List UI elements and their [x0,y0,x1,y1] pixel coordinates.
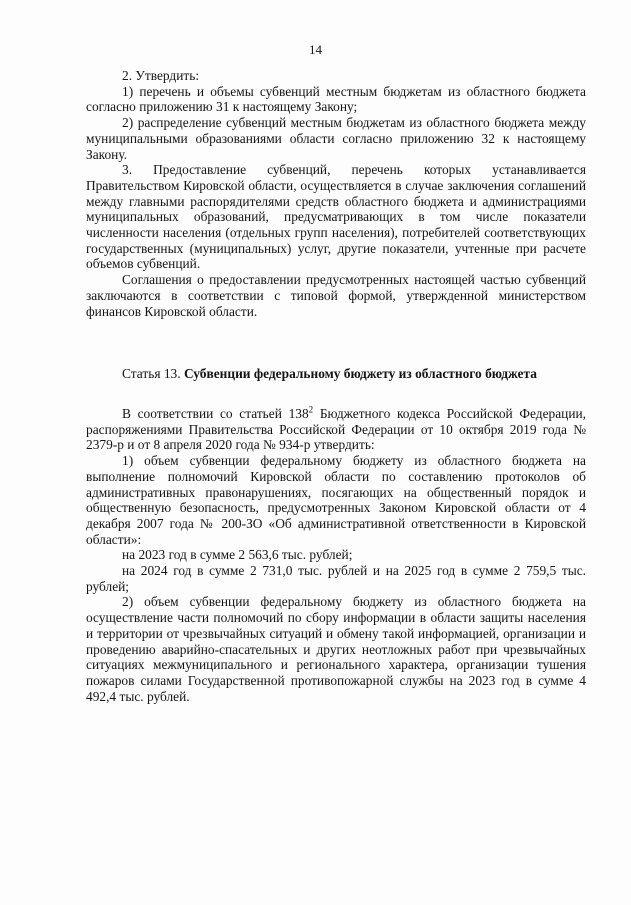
section-approve [86,68,586,319]
paragraph-approve-item-1: 1) перечень и объемы субвенций местным бюджетам из областного бюджета согласно приложению 31 к настоящему Закону; [86,83,586,115]
paragraph-provision-3: 3. Предоставление субвенций, перечень которых устанавливается Правительством Кировской области, осуществляется в случае заключения соглашений между главными распорядителями средств областного бюджета и администрациями муниципальных образований, предусматривающих в том числе показатели численности населения (отдельных групп населения), потребителей соответствующих государственных (муниципальных) услуг, другие показатели, учтенные при расчете объемов субвенций. [86,162,586,272]
page-number: 14 [309,42,322,57]
article-title-text: Субвенции федеральному бюджету из областного бюджета [183,366,537,381]
intro-text-after: Бюджетного кодекса Российской Федерации, распоряжениями Правительства Российской Федерации от 10 октября 2019 года № 2379-р и от 8 апреля 2020 года № 934-р утвердить: [86,406,586,453]
paragraph-subvention-2: 2) объем субвенции федеральному бюджету из областного бюджета на осуществление части полномочий по сбору информации в области защиты населения и территории от чрезвычайных ситуаций и обмену такой информацией, организации и проведению аварийно-спасательных и других неотложных работ при чрезвычайных ситуациях межмуниципального и регионального характера, организации тушения пожаров силами Государственной противопожарной службы на 2023 год в сумме 4 492,4 тыс. рублей. [86,594,586,704]
paragraph-subvention-1: 1) объем субвенции федеральному бюджету из областного бюджета на выполнение полномочий Кировской области по составлению протоколов об административных правонарушениях, посягающих на общественный порядок и общественную безопасность, предусмотренных Законом Кировской области от 4 декабря 2007 года № 200-ЗО «Об административной ответственности в Кировской области»: [86,453,586,547]
paragraph-agreements: Соглашения о предоставлении предусмотренных настоящей частью субвенций заключаются в соответствии с типовой формой, утвержденной министерством финансов Кировской области. [86,272,586,319]
paragraph-amount-2023: на 2023 год в сумме 2 563,6 тыс. рублей; [122,547,353,563]
intro-superscript: 2 [308,404,314,415]
paragraph-amount-2024-2025: на 2024 год в сумме 2 731,0 тыс. рублей и на 2025 год в сумме 2 759,5 тыс. рублей; [86,563,586,594]
paragraph-approve-item-2: 2) распределение субвенций местным бюджетам из областного бюджета между муниципальными образованиями области согласно приложению 32 к настоящему Закону. [86,115,586,162]
article-title [86,366,586,382]
article-number: Статья 13. [122,366,181,381]
paragraph-intro [86,406,586,453]
intro-text-before: В соответствии со статьей 138 [122,406,309,421]
paragraph-approve-heading: 2. Утвердить: [122,68,200,83]
article-heading [86,366,586,382]
section-federal-subvention [86,406,586,704]
